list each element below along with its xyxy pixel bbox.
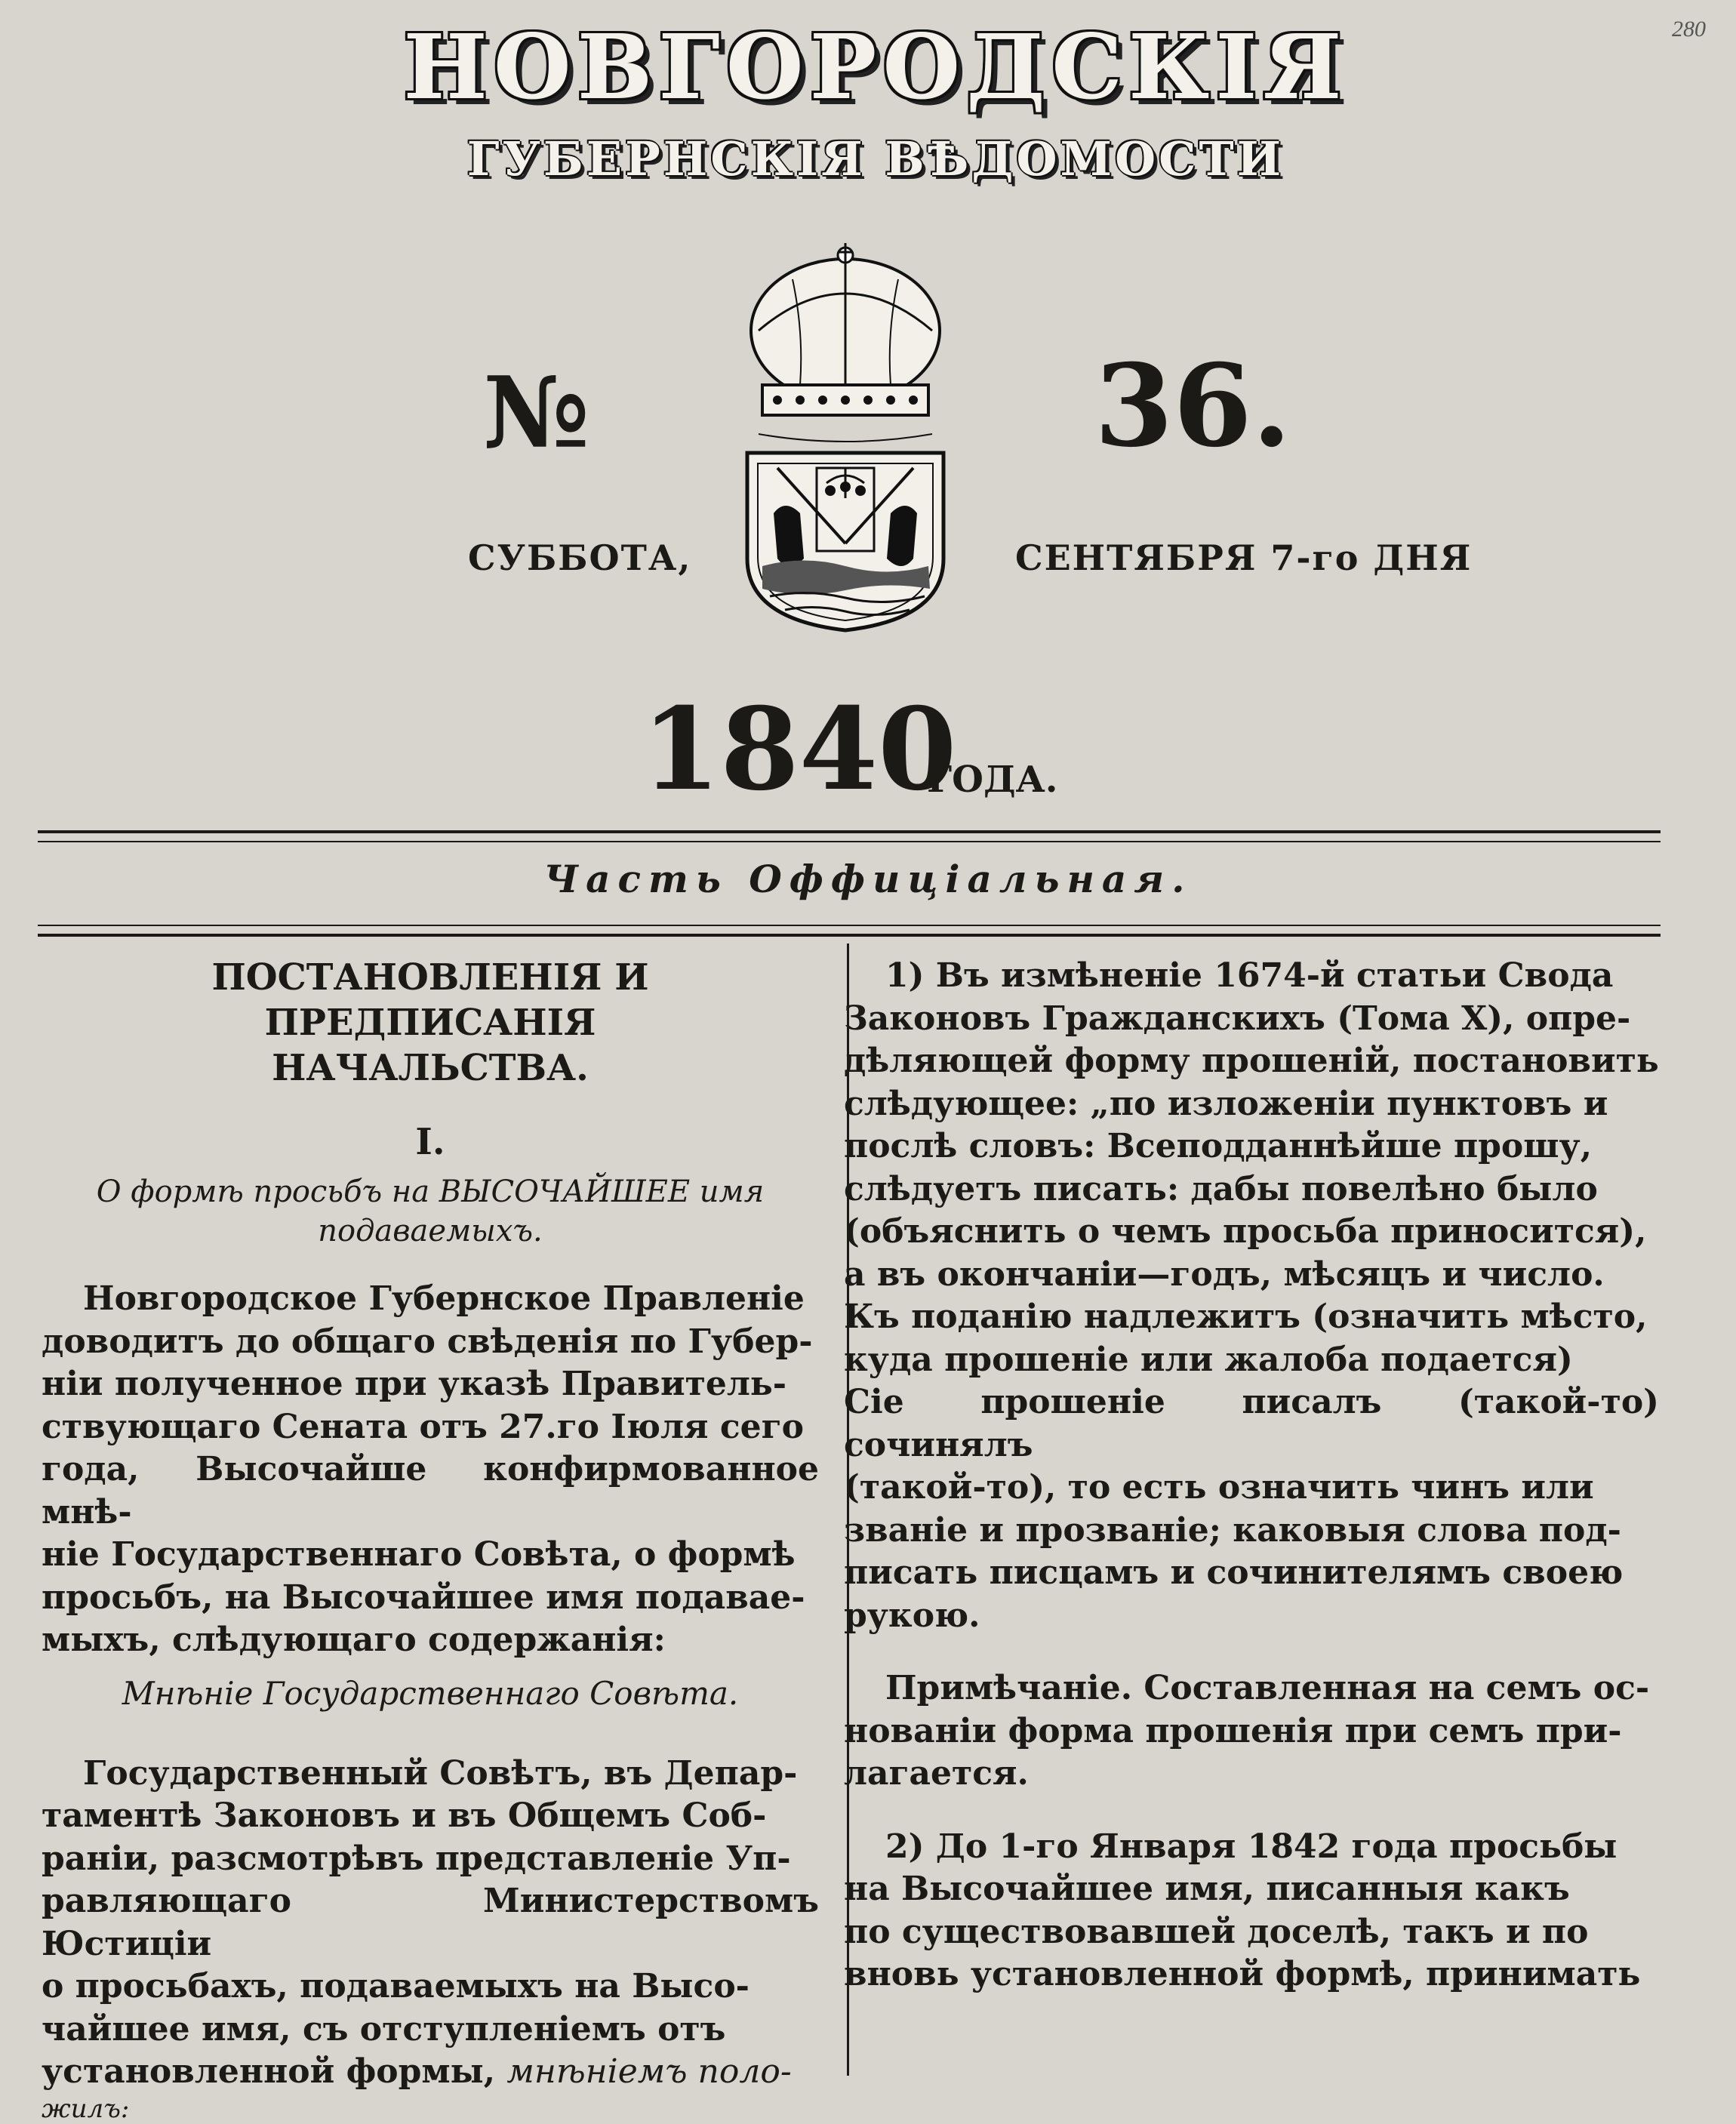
text-line: 1) Въ измѣненіе 1674-й статьи Свода bbox=[885, 956, 1614, 995]
issue-date: СЕНТЯБРЯ 7-го ДНЯ bbox=[1015, 537, 1473, 578]
section-rule-top bbox=[38, 830, 1661, 842]
text-line: а въ окончаніи—годъ, мѣсяцъ и число. bbox=[844, 1254, 1605, 1294]
issue-number-symbol: № bbox=[483, 355, 590, 470]
section-title: Часть Оффиціальная. bbox=[543, 857, 1193, 901]
text-line: просьбъ, на Высочайшее имя подавае- bbox=[42, 1578, 805, 1617]
article-subtitle-line: О формѣ просьбъ на ВЫСОЧАЙШЕЕ имя bbox=[96, 1174, 765, 1209]
text-line: писать писцамъ и сочинителямъ своею bbox=[844, 1553, 1624, 1592]
article-heading-line: ПОСТАНОВЛЕНІЯ И ПРЕДПИСАНІЯ bbox=[211, 956, 649, 1044]
issue-year: 1840 bbox=[642, 683, 957, 816]
text-line: (такой-то), то есть означить чинъ или bbox=[844, 1468, 1594, 1507]
text-line: слѣдуетъ писать: дабы повелѣно было bbox=[844, 1169, 1598, 1208]
note-line: нованіи форма прошенія при семъ при- bbox=[844, 1711, 1622, 1750]
text-line: дѣляющей форму прошеній, постановить bbox=[844, 1042, 1659, 1080]
text-line: чайшее имя, съ отступленіемъ отъ bbox=[42, 2009, 726, 2049]
text-line: о просьбахъ, подаваемыхъ на Высо- bbox=[42, 1967, 749, 2005]
text-fragment: установленной формы, bbox=[42, 2052, 496, 2091]
right-column bbox=[844, 955, 1659, 1996]
text-line bbox=[42, 2051, 819, 2094]
text-line: Къ поданію надлежитъ (означить мѣсто, bbox=[844, 1297, 1648, 1336]
article-subtitle-line: подаваемыхъ. bbox=[318, 1214, 543, 1248]
text-line: Государственный Совѣтъ, въ Депар- bbox=[83, 1753, 798, 1793]
text-line: таментѣ Законовъ и въ Общемъ Соб- bbox=[42, 1796, 767, 1835]
text-line: рукою. bbox=[844, 1596, 980, 1635]
left-column bbox=[42, 955, 819, 2124]
article-heading-line: НАЧАЛЬСТВА. bbox=[272, 1047, 589, 1089]
issue-number: 36. bbox=[1094, 340, 1291, 473]
text-line: Новгородское Губернское Правленіе bbox=[83, 1279, 805, 1318]
text-fragment-italic: мнѣніемъ поло- bbox=[506, 2052, 792, 2091]
text-line: слѣдующее: „по изложеніи пунктовъ и bbox=[844, 1084, 1608, 1123]
issue-year-word: ГОДА. bbox=[927, 759, 1058, 801]
crown-icon bbox=[751, 243, 940, 442]
text-line: послѣ словъ: Всеподданнѣйше прошу, bbox=[844, 1127, 1593, 1165]
text-line: ствующаго Сената отъ 27.го Іюля сего bbox=[42, 1407, 804, 1446]
note-line: лагается. bbox=[844, 1754, 1029, 1793]
article-number: I. bbox=[415, 1121, 445, 1163]
text-line: ніе Государственнаго Совѣта, о формѣ bbox=[42, 1535, 796, 1574]
text-line: по существовавшей доселѣ, такъ и по bbox=[844, 1912, 1589, 1951]
text-line: доводитъ до общаго свѣденія по Губер- bbox=[42, 1322, 813, 1361]
text-line: на Высочайшее имя, писанныя какъ bbox=[844, 1870, 1570, 1908]
text-line: Законовъ Гражданскихъ (Тома X), опре- bbox=[844, 999, 1631, 1038]
issue-weekday: СУББОТА, bbox=[468, 537, 692, 578]
section-rule-bottom bbox=[38, 925, 1661, 937]
text-line: жилъ: bbox=[42, 2093, 130, 2124]
text-line: куда прошеніе или жалоба подается) bbox=[844, 1340, 1573, 1379]
text-line: вновь установленной формѣ, принимать bbox=[844, 1955, 1641, 1993]
text-line: равляющаго Министерствомъ Юстиціи bbox=[42, 1882, 819, 1963]
text-line: мыхъ, слѣдующаго содержанія: bbox=[42, 1621, 666, 1659]
text-line: года, Высочайше конфирмованное мнѣ- bbox=[42, 1450, 819, 1531]
masthead-title: НОВГОРОДСКІЯ bbox=[403, 14, 1348, 119]
opinion-title: Мнѣніе Государственнаго Совѣта. bbox=[122, 1674, 739, 1712]
masthead-subtitle: ГУБЕРНСКІЯ ВѢДОМОСТИ bbox=[466, 131, 1285, 186]
text-line: Сіе прошеніе писалъ (такой-то) сочинялъ bbox=[844, 1383, 1659, 1464]
text-line: ніи полученное при указѣ Правитель- bbox=[42, 1365, 787, 1403]
text-line: (объяснить о чемъ просьба приносится), bbox=[844, 1212, 1647, 1251]
text-line: званіе и прозваніе; каковыя слова под- bbox=[844, 1510, 1621, 1550]
text-line: 2) До 1-го Января 1842 года просьбы bbox=[885, 1827, 1617, 1866]
archive-page-number: 280 bbox=[1672, 17, 1706, 42]
note-line: Примѣчаніе. Составленная на семъ ос- bbox=[885, 1669, 1650, 1707]
text-line: раніи, разсмотрѣвъ представленіе Уп- bbox=[42, 1839, 791, 1878]
crest-emblem-icon bbox=[732, 242, 959, 634]
